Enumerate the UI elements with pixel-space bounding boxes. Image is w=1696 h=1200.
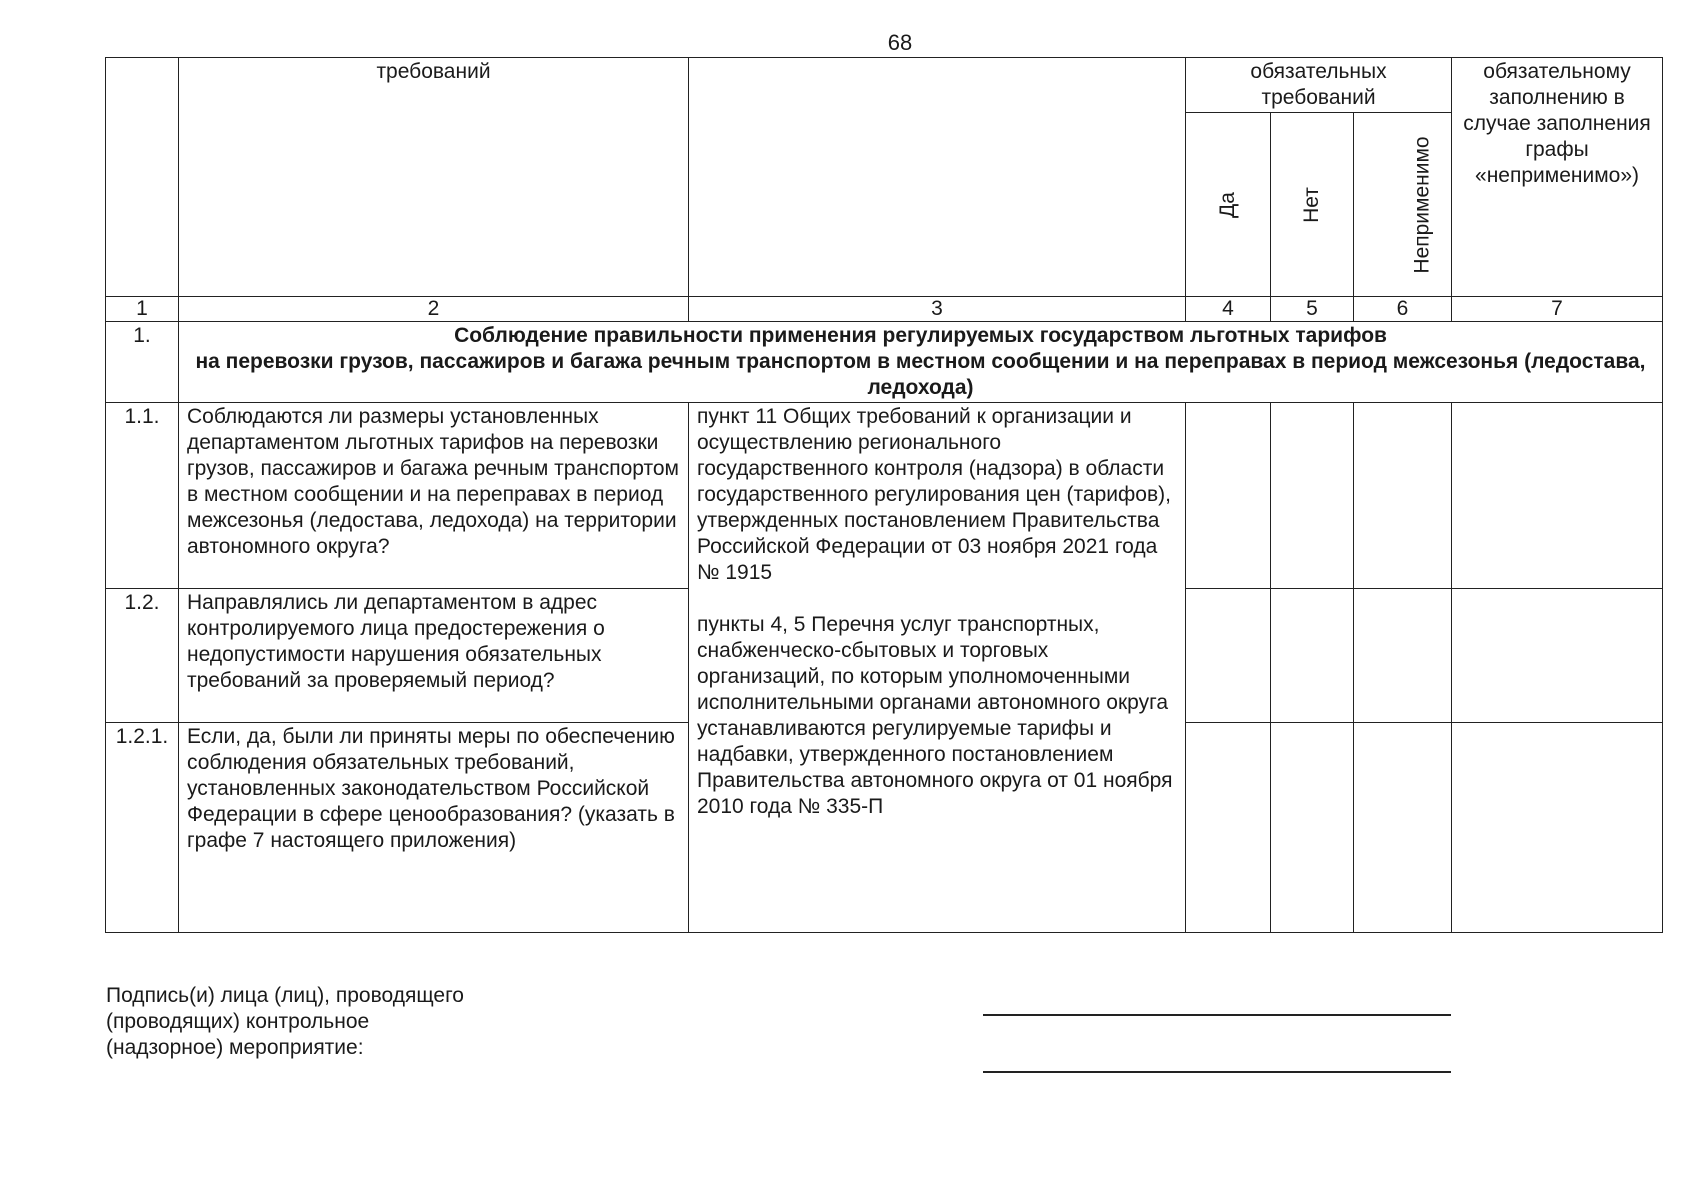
answer-yes-cell[interactable] <box>1186 723 1271 933</box>
section-title <box>179 322 1663 403</box>
legal-basis-part1: пункт 11 Общих требований к организации и осуществлению регионального государственного контроля (надзора) в области государственного регулирования цен (тарифов), утвержденных постановлением Правительства Российской Федерации от 03 ноября 2021 года № 1915 <box>697 405 1171 584</box>
header-col5 <box>1271 113 1354 297</box>
signature-line <box>983 1014 1451 1016</box>
answer-na-cell[interactable] <box>1354 403 1452 589</box>
answer-no-cell[interactable] <box>1271 403 1354 589</box>
header-col1 <box>106 58 179 297</box>
table-row <box>106 403 1663 589</box>
header-col4 <box>1186 113 1271 297</box>
signature-label <box>106 983 464 1061</box>
legal-basis-part2: пункты 4, 5 Перечня услуг транспортных, снабженческо-сбытовых и торговых организаций, по которым уполномоченными исполнительными органами автономного округа устанавливаются регулируемые тарифы и надбавки, утвержденного постановлением Правительства автономного округа от 01 ноября 2010 года № 335-П <box>697 613 1173 818</box>
page-number: 68 <box>887 30 913 55</box>
row-number: 1.2. <box>106 589 179 723</box>
column-number: 2 <box>179 297 689 322</box>
answer-no-cell[interactable] <box>1271 723 1354 933</box>
column-number: 1 <box>106 297 179 322</box>
row-question: Направлялись ли департаментом в адрес контролируемого лица предостережения о недопустимости нарушения обязательных требований за проверяемый период? <box>179 589 689 723</box>
header-not-applicable: Неприменимо <box>1410 135 1434 274</box>
row-question: Соблюдаются ли размеры установленных департаментом льготных тарифов на перевозки грузов, пассажиров и багажа речным транспортом в местном сообщении и на переправах в период межсезонья (ледостава, ледохода) на территории автономного округа? <box>179 403 689 589</box>
row-number: 1.2.1. <box>106 723 179 933</box>
header-no: Нет <box>1299 186 1323 223</box>
row-question: Если, да, были ли приняты меры по обеспечению соблюдения обязательных требований, установленных законодательством Российской Федерации в сфере ценообразования? (указать в графе 7 настоящего приложения) <box>179 723 689 933</box>
answer-yes-cell[interactable] <box>1186 589 1271 723</box>
column-number: 6 <box>1354 297 1452 322</box>
column-number: 7 <box>1452 297 1663 322</box>
answer-yes-cell[interactable] <box>1186 403 1271 589</box>
comment-cell[interactable] <box>1452 403 1663 589</box>
answer-na-cell[interactable] <box>1354 589 1452 723</box>
signature-line3: (надзорное) мероприятие: <box>106 1036 364 1059</box>
answer-no-cell[interactable] <box>1271 589 1354 723</box>
comment-cell[interactable] <box>1452 723 1663 933</box>
section-title-line2: на перевозки грузов, пассажиров и багажа речным транспортом в местном сообщении и на переправах в период межсезонья (ледостава, ледохода) <box>195 350 1646 399</box>
column-number-row <box>106 297 1663 322</box>
signature-line1: Подпись(и) лица (лиц), проводящего <box>106 984 464 1007</box>
signature-line2: (проводящих) контрольное <box>106 1010 370 1033</box>
header-group: обязательных требований <box>1186 58 1452 113</box>
column-number: 5 <box>1271 297 1354 322</box>
checklist-table <box>105 57 1663 933</box>
row-number: 1.1. <box>106 403 179 589</box>
header-yes: Да <box>1216 191 1239 218</box>
header-col2: требований <box>179 58 689 297</box>
column-number: 4 <box>1186 297 1271 322</box>
comment-cell[interactable] <box>1452 589 1663 723</box>
signature-line <box>983 1071 1451 1073</box>
section-title-line1: Соблюдение правильности применения регулируемых государством льготных тарифов <box>454 324 1387 347</box>
header-col6 <box>1354 113 1452 297</box>
legal-basis-cell <box>689 403 1186 933</box>
answer-na-cell[interactable] <box>1354 723 1452 933</box>
section-row <box>106 322 1663 403</box>
section-number: 1. <box>106 322 179 403</box>
header-col3 <box>689 58 1186 297</box>
header-col7: обязательному заполнению в случае заполнения графы «неприменимо») <box>1452 58 1663 297</box>
column-number: 3 <box>689 297 1186 322</box>
